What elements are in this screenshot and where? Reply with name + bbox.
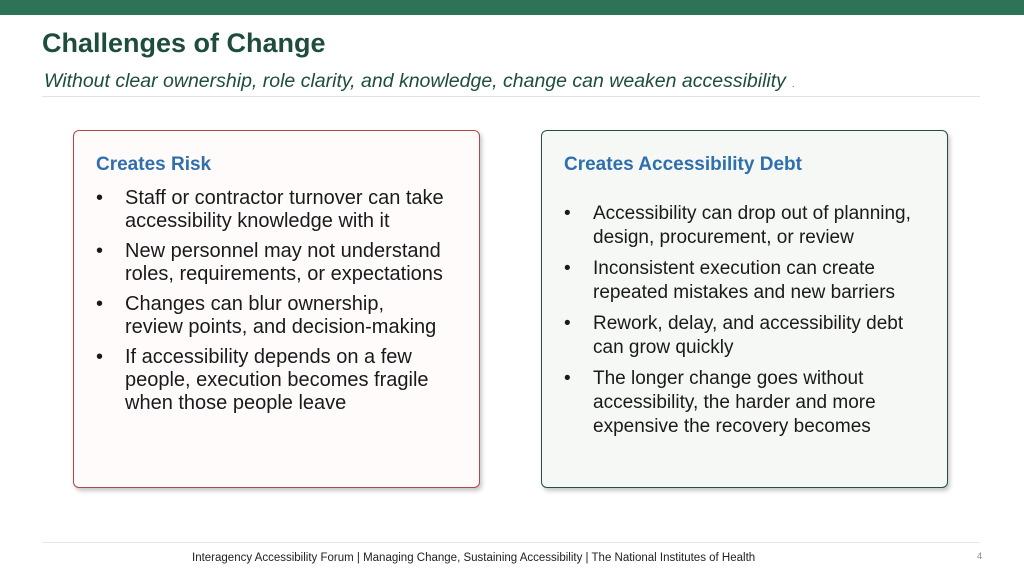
bullet-mark: • (564, 313, 571, 334)
top-accent-bar (0, 0, 1024, 15)
list-item-text: Rework, delay, and accessibility debt can grow quickly (593, 313, 904, 358)
bullet-mark: • (564, 258, 571, 279)
bullet-mark: • (96, 187, 104, 209)
footer-divider (42, 542, 980, 543)
list-item (564, 367, 934, 439)
bullet-mark: • (564, 368, 571, 389)
list-item (564, 312, 934, 360)
creates-accessibility-debt-list (564, 202, 934, 446)
creates-risk-list (96, 187, 446, 422)
list-item-text: The longer change goes without accessibility, the harder and more expensive the recovery becomes (593, 368, 876, 437)
list-item (564, 257, 934, 305)
creates-risk-heading: Creates Risk (96, 154, 212, 175)
list-item (564, 202, 934, 250)
list-item-text: Inconsistent execution can create repeated mistakes and new barriers (593, 258, 896, 303)
bullet-mark: • (564, 203, 571, 224)
list-item (96, 240, 446, 286)
list-item-text: Staff or contractor turnover can take accessibility knowledge with it (125, 187, 444, 232)
slide-title: Challenges of Change (42, 28, 326, 58)
list-item (96, 346, 446, 415)
header-divider (42, 96, 980, 97)
list-item-text: If accessibility depends on a few people, execution becomes fragile when those people leave (125, 346, 429, 414)
list-item-text: Changes can blur ownership, review points, and decision-making (125, 293, 437, 338)
subtitle-text: Without clear ownership, role clarity, and knowledge, change can weaken accessibility (44, 70, 786, 92)
subtitle-trail: . (791, 79, 795, 89)
list-item (96, 187, 446, 233)
list-item-text: Accessibility can drop out of planning, design, procurement, or review (593, 203, 911, 248)
creates-accessibility-debt-heading: Creates Accessibility Debt (564, 154, 802, 175)
list-item (96, 293, 446, 339)
page-number: 4 (977, 551, 983, 561)
slide-footer: Interagency Accessibility Forum | Managing Change, Sustaining Accessibility | The National Institutes of Health (192, 552, 756, 564)
creates-risk-card (73, 130, 480, 488)
bullet-mark: • (96, 293, 104, 315)
slide-subtitle (44, 70, 794, 93)
list-item-text: New personnel may not understand roles, requirements, or expectations (125, 240, 443, 285)
bullet-mark: • (96, 346, 104, 368)
creates-accessibility-debt-card (541, 130, 948, 488)
bullet-mark: • (96, 240, 104, 262)
